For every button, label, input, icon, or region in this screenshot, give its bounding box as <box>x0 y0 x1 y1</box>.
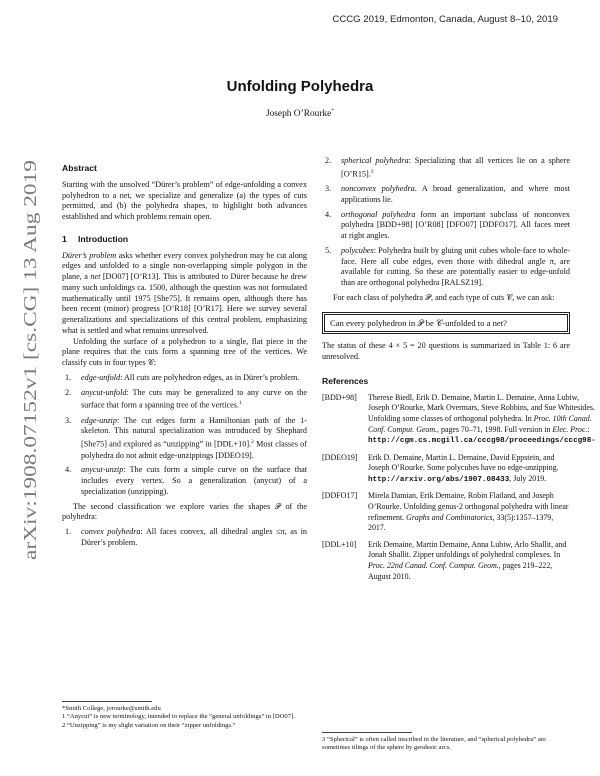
list-term: anycut-unzip <box>81 465 124 475</box>
list-item <box>322 246 570 289</box>
list-text: . A broad generalization, and where most applications lie. <box>341 184 570 204</box>
cut-types-list <box>62 373 307 498</box>
list-number: 2. <box>325 156 332 165</box>
list-item <box>322 210 570 242</box>
list-number: 5. <box>325 245 332 255</box>
list-item <box>62 465 307 497</box>
footnote-ref[interactable]: 3 <box>370 168 374 175</box>
central-question-box: Can every polyhedron in 𝒫 be 𝒞-unfolded to a net? <box>322 312 570 335</box>
abstract-heading: Abstract <box>62 163 97 173</box>
footnote-rule <box>322 732 412 733</box>
list-text: : The cuts may be generalized to any curve on the surface that form a spanning tree of the vertices. <box>81 387 307 410</box>
list-text: : All faces convex, all dihedral angles ≤π, as in Dürer’s problem. <box>81 527 308 547</box>
ref-text: , July 2019. <box>509 473 547 483</box>
list-text: : Specializing that all vertices lie on a sphere [O’R15]. <box>341 156 570 179</box>
reference-link[interactable]: http://cgm.cs.mcgill.ca/cccg98/proceedings/cccg98- <box>368 437 596 446</box>
ref-text: , 33(5):1357–1379, 2017. <box>368 512 554 533</box>
footnote-1: 1 “Anycut” is new terminology, intended to replace the “general unfoldings” in [DO07]. <box>62 713 295 721</box>
list-text: : Polyhedra built by gluing unit cubes whole-face to whole-face. Here all cube edges, even those with dihedral angle π, are available for cutting. So these are potentially easier to edge-unfold than are orthogonal polyhedra [RALSZ19]. <box>341 245 570 288</box>
footnote-3: 3 “Spherical” is often called inscribed in the literature, and “spherical polyhedra” are sometimes tilings of the sphere by geodesic arcs. <box>322 736 546 752</box>
list-item <box>322 184 570 206</box>
shapes-intro: The second classification we explore varies the shapes 𝒫 of the polyhedra: <box>62 501 307 522</box>
reference-body <box>368 540 570 582</box>
shape-types-list <box>62 527 307 549</box>
intro-text-a: asks whether every convex polyhedron may be cut along edges and unfolded to a single non-overlapping simple polygon in the plane, a <box>62 250 307 281</box>
footnote-affiliation: *Smith College, jorourke@smith.edu <box>62 705 161 712</box>
footnote-rule <box>62 701 152 702</box>
introduction-heading <box>62 234 307 245</box>
list-item <box>322 156 570 180</box>
status-paragraph: The status of these 4 × 5 = 20 questions is summarized in Table 1: 6 are unresolved. <box>322 341 570 362</box>
reference-item <box>322 491 570 533</box>
list-number: 3. <box>325 184 332 194</box>
ref-venue: Elec. Proc. <box>552 424 588 434</box>
list-item <box>62 416 307 462</box>
shape-types-list-continued <box>322 156 570 289</box>
reference-body <box>368 453 570 486</box>
ref-text: , pages 219–222, August 2010. <box>368 561 553 581</box>
ref-text: , pages 70–71, 1998. Full version in <box>437 424 553 434</box>
list-term: nonconvex polyhedra <box>341 184 415 194</box>
list-number: 3. <box>65 415 72 425</box>
list-term: convex polyhedra <box>81 527 141 537</box>
paper-title: Unfolding Polyhedra <box>226 78 374 95</box>
reference-item <box>322 540 570 582</box>
list-number: 1. <box>65 372 72 382</box>
list-text: : The cut edges form a Hamiltonian path of the 1-skeleton. This natural specialization was introduced by Shephard [She75] and explored as “unzipping” in [DDL+10]. <box>81 415 307 449</box>
right-column <box>322 150 596 588</box>
list-number: 4. <box>65 465 72 475</box>
footnote-2: 2 “Unzipping” is my slight variation on their “zipper unfoldings.” <box>62 721 236 729</box>
right-footnote <box>322 726 570 753</box>
list-item <box>62 527 307 549</box>
list-number: 1. <box>65 527 72 537</box>
author-name: Joseph O’Rourke <box>265 109 332 120</box>
reference-key: [DDFO17] <box>322 491 358 501</box>
reference-link[interactable]: http://arxiv.org/abs/1907.08433 <box>368 475 510 484</box>
list-number: 2. <box>65 387 72 397</box>
ref-text: : <box>587 424 590 434</box>
list-text: : All cuts are polyhedron edges, as in Dürer’s problem. <box>120 372 300 382</box>
arxiv-identifier[interactable] <box>8 150 48 570</box>
references-heading: References <box>322 375 369 386</box>
conference-header: CCCG 2019, Edmonton, Canada, August 8–10, 2019 <box>332 14 558 25</box>
left-column <box>62 150 307 553</box>
intro-paragraph-2: Unfolding the surface of a polyhedron to a single, flat piece in the plane requires that the cuts form a spanning tree of the vertices. We classify cuts in four types 𝒞: <box>62 336 307 367</box>
durer-problem-term: Dürer’s problem <box>62 250 117 260</box>
list-text: form an important subclass of nonconvex polyhedra [BDD+98] [O’R08] [DFO07] [DDFO17]. All faces meet at right angles. <box>341 209 570 241</box>
reference-list <box>322 392 596 583</box>
left-footnotes <box>62 695 307 730</box>
ref-venue: Proc. 10th Canad. Conf. Comput. Geom. <box>368 413 592 434</box>
reference-item <box>322 392 596 447</box>
abstract-text: Starting with the unsolved “Dürer’s problem” of edge-unfolding a convex polyhedron to a net, we specialize and generalize (a) the types of cuts permitted, and (b) the polyhedra shapes, to highlight both advances established and which problems remain open. <box>62 179 307 221</box>
reference-key: [DDL+10] <box>322 539 357 549</box>
list-term: anycut-unfold <box>81 387 127 397</box>
author-line <box>0 108 600 119</box>
net-term: net <box>90 272 101 281</box>
reference-body <box>368 491 570 533</box>
list-number: 4. <box>325 209 332 219</box>
footnote-ref[interactable]: 2 <box>251 439 254 446</box>
intro-paragraph-1 <box>62 251 307 337</box>
author-footnote-mark: * <box>331 108 335 114</box>
list-term: edge-unfold <box>81 372 121 382</box>
section-title: Introduction <box>78 233 129 244</box>
arxiv-identifier-text: arXiv:1908.07152v1 [cs.CG] 13 Aug 2019 <box>20 260 40 560</box>
reference-body <box>368 393 596 447</box>
ref-text: Therese Biedl, Erik D. Demaine, Martin L. Demaine, Anna Lubiw, Joseph O’Rourke, Mark Overmars, Steve Robbins, and Sue Whitesides. Unfolding some classes of orthogonal polyhedra. In <box>368 392 595 423</box>
list-item <box>62 388 307 412</box>
list-item <box>62 373 307 384</box>
ref-text: Mirela Damian, Erik Demaine, Robin Flatland, and Joseph O’Rourke. Unfolding genus-2 orthogonal polyhedra with linear refinement. <box>368 491 569 522</box>
list-term: edge-unzip <box>81 415 117 425</box>
list-text-tail: Most classes of polyhedra do not admit edge-unzippings [DDEO19]. <box>81 439 307 460</box>
reference-key: [BDD+98] <box>322 392 357 402</box>
list-text: : The cuts form a simple curve on the surface that includes every vertex. So a generalization (anycut) of a specialization (unzipping). <box>81 465 307 496</box>
for-each-paragraph: For each class of polyhedra 𝒫, and each type of cuts 𝒞, we can ask: <box>333 292 555 302</box>
list-term: polycubes <box>341 245 374 255</box>
reference-key: [DDEO19] <box>322 452 358 462</box>
ref-venue: Proc. 22nd Canad. Conf. Comput. Geom. <box>368 561 499 571</box>
list-term: orthogonal polyhedra <box>341 209 416 219</box>
section-number: 1 <box>62 233 67 244</box>
reference-item <box>322 453 570 486</box>
footnote-ref[interactable]: 1 <box>239 400 242 407</box>
intro-text-b: [DO07] [O’R13]. This is attributed to Dürer because he drew many such unfoldings ca. 1500, although the question was not formulated mathematically until 1975 [She75]. It remains open, although there has been recent (minor) progress [O’R18] [O’R17]. Here we survey several generalizations and specializations of this central problem, emphasizing what is settled and what remains unresolved. <box>62 272 307 335</box>
ref-text: Erik Demaine, Martin Demaine, Anna Lubiw, Arlo Shallit, and Jonah Shallit. Zipper unfoldings of polyhedral complexes. In <box>368 539 567 560</box>
ref-venue: Graphs and Combinatorics <box>406 512 493 522</box>
ref-text: Erik D. Demaine, Martin L. Demaine, David Eppstein, and Joseph O’Rourke. Some polycubes have no edge-unzipping. <box>368 452 559 473</box>
list-term: spherical polyhedra <box>341 156 409 165</box>
